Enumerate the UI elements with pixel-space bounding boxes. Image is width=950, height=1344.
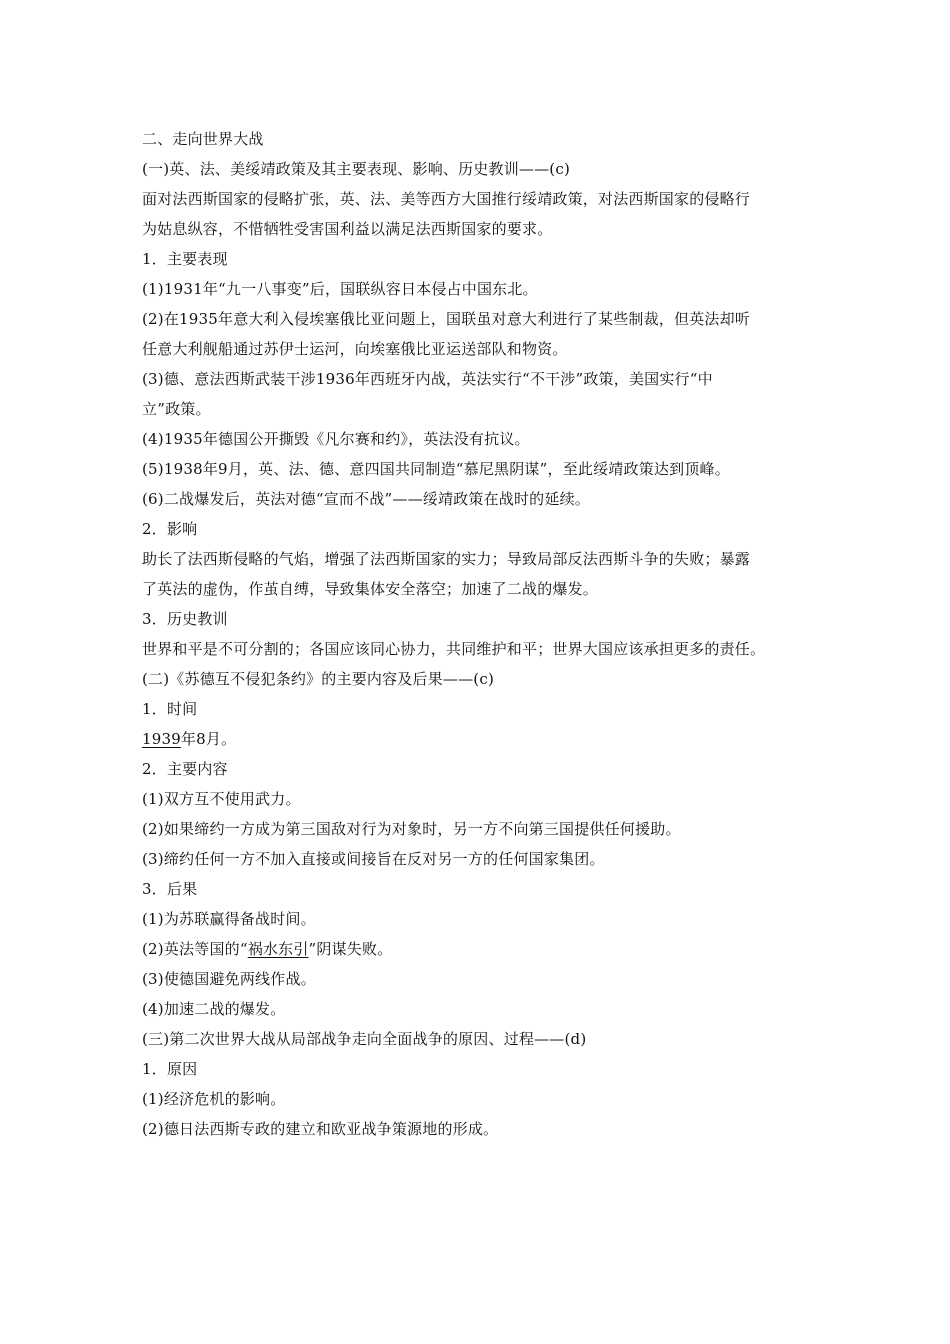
part1-item-3-line-2: 立”政策。 — [142, 400, 211, 418]
result-2-suffix: ”阴谋失败。 — [308, 940, 393, 958]
part1-subheading-manifestations: 1．主要表现 — [142, 250, 228, 268]
result-2-underlined: 祸水东引 — [247, 940, 309, 958]
part1-item-3-line-1: (3)德、意法西斯武装干涉1936年西班牙内战，英法实行“不干涉”政策，美国实行“中 — [142, 370, 713, 388]
part1-item-6: (6)二战爆发后，英法对德“宣而不战”——绥靖政策在战时的延续。 — [142, 490, 590, 508]
part1-intro-line-2: 为姑息纵容，不惜牺牲受害国利益以满足法西斯国家的要求。 — [142, 220, 553, 238]
part1-impact-line-2: 了英法的虚伪，作茧自缚，导致集体安全落空；加速了二战的爆发。 — [142, 580, 599, 598]
part2-content-3: (3)缔约任何一方不加入直接或间接旨在反对另一方的任何国家集团。 — [142, 850, 605, 868]
part2-result-3: (3)使德国避免两线作战。 — [142, 970, 316, 988]
part2-subheading-consequences: 3．后果 — [142, 880, 198, 898]
part1-item-5: (5)1938年9月，英、法、德、意四国共同制造“慕尼黑阴谋”，至此绥靖政策达到顶峰。 — [142, 460, 730, 478]
document-page — [142, 124, 832, 1144]
part1-subheading-impact: 2．影响 — [142, 520, 198, 538]
part2-time — [142, 724, 832, 754]
part2-result-1: (1)为苏联赢得备战时间。 — [142, 910, 316, 928]
part1-item-1: (1)1931年“九一八事变”后，国联纵容日本侵占中国东北。 — [142, 280, 538, 298]
part1-item-4: (4)1935年德国公开撕毁《凡尔赛和约》，英法没有抗议。 — [142, 430, 530, 448]
part2-heading: (二)《苏德互不侵犯条约》的主要内容及后果——(c) — [142, 670, 495, 688]
part2-content-2: (2)如果缔约一方成为第三国敌对行为对象时，另一方不向第三国提供任何援助。 — [142, 820, 681, 838]
part2-result-2 — [142, 934, 832, 964]
part2-subheading-time: 1．时间 — [142, 700, 198, 718]
result-2-prefix: (2)英法等国的“ — [142, 940, 248, 958]
part3-cause-1: (1)经济危机的影响。 — [142, 1090, 286, 1108]
part3-cause-2: (2)德日法西斯专政的建立和欧亚战争策源地的形成。 — [142, 1120, 499, 1138]
part3-heading: (三)第二次世界大战从局部战争走向全面战争的原因、过程——(d) — [142, 1030, 587, 1048]
part1-impact-line-1: 助长了法西斯侵略的气焰，增强了法西斯国家的实力；导致局部反法西斯斗争的失败；暴露 — [142, 550, 751, 568]
part3-subheading-causes: 1．原因 — [142, 1060, 198, 1078]
part2-subheading-content: 2．主要内容 — [142, 760, 228, 778]
part2-result-4: (4)加速二战的爆发。 — [142, 1000, 286, 1018]
part1-intro-line-1: 面对法西斯国家的侵略扩张，英、法、美等西方大国推行绥靖政策，对法西斯国家的侵略行 — [142, 190, 751, 208]
part1-item-2-line-1: (2)在1935年意大利入侵埃塞俄比亚问题上，国联虽对意大利进行了某些制裁，但英法却听 — [142, 310, 751, 328]
part1-heading: (一)英、法、美绥靖政策及其主要表现、影响、历史教训——(c) — [142, 160, 571, 178]
part2-content-1: (1)双方互不使用武力。 — [142, 790, 301, 808]
part1-item-2-line-2: 任意大利舰船通过苏伊士运河，向埃塞俄比亚运送部队和物资。 — [142, 340, 568, 358]
time-year-underlined: 1939 — [142, 730, 181, 748]
time-rest: 年8月。 — [180, 730, 237, 748]
part1-lesson: 世界和平是不可分割的；各国应该同心协力，共同维护和平；世界大国应该承担更多的责任。 — [142, 640, 766, 658]
section-title: 二、走向世界大战 — [142, 130, 264, 148]
part1-subheading-lessons: 3．历史教训 — [142, 610, 228, 628]
